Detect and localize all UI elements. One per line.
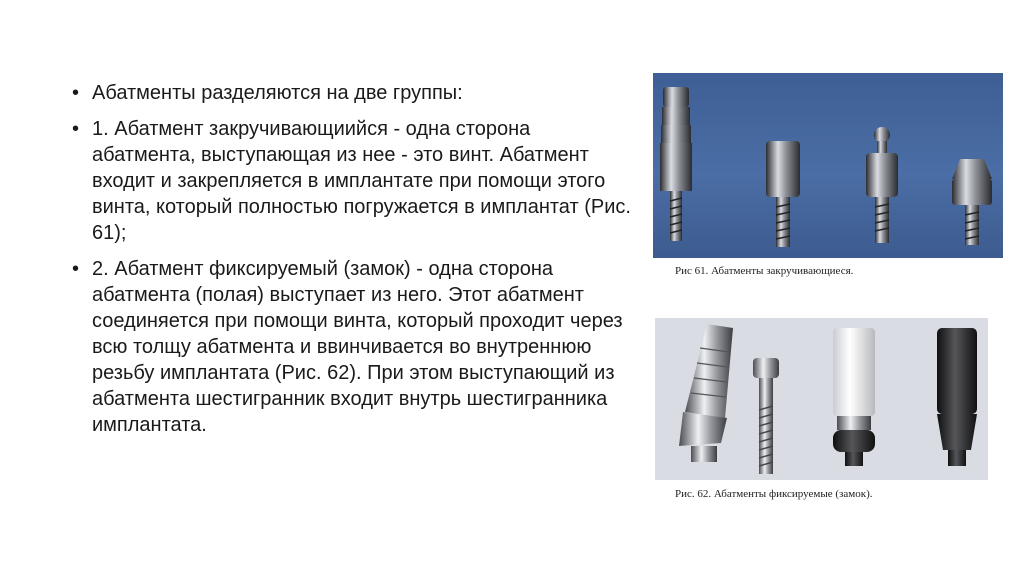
bullet-item [72, 256, 637, 438]
bullet-item [72, 116, 637, 246]
abutment-conical [952, 159, 992, 245]
bullet-item [72, 80, 637, 106]
figure-61-caption: Рис 61. Абатменты закручивающиеся. [675, 265, 854, 277]
figure-62-caption: Рис. 62. Абатменты фиксируемые (замок). [675, 488, 873, 500]
abutment-screw [753, 358, 779, 474]
abutment-angled [679, 324, 733, 462]
bullet-dot: • [72, 118, 80, 140]
bullet-text: 1. Абатмент закручивающиийся - одна сторона абатмента, выступающая из нее - это винт. Абатмент входит и закрепляется в имплантате при помощи этого винта, который полностью погружается в имплантат (Рис. 61); [92, 118, 631, 244]
abutment-white-sleeve [833, 328, 875, 466]
bullet-list [72, 80, 637, 448]
bullet-text: Абатменты разделяются на две группы: [92, 82, 463, 104]
bullet-text: 2. Абатмент фиксируемый (замок) - одна сторона абатмента (полая) выступает из него. Этот абатмент соединяется при помощи винта, который проходит через всю толщу абатмента и ввинчивается во внутреннюю резьбу имплантата (Рис. 62). При этом выступающий из абатмента шестигранник входит внутрь шестигранника имплантата. [92, 258, 623, 436]
abutment-cylinder [766, 141, 800, 247]
figure-62-photo [655, 318, 988, 480]
figure-61-photo [653, 73, 1003, 258]
bullet-dot: • [72, 258, 80, 280]
abutment-dark-tall [937, 328, 977, 466]
bullet-dot: • [72, 82, 80, 104]
abutment-stepped [660, 87, 692, 241]
abutment-ball [866, 127, 898, 243]
